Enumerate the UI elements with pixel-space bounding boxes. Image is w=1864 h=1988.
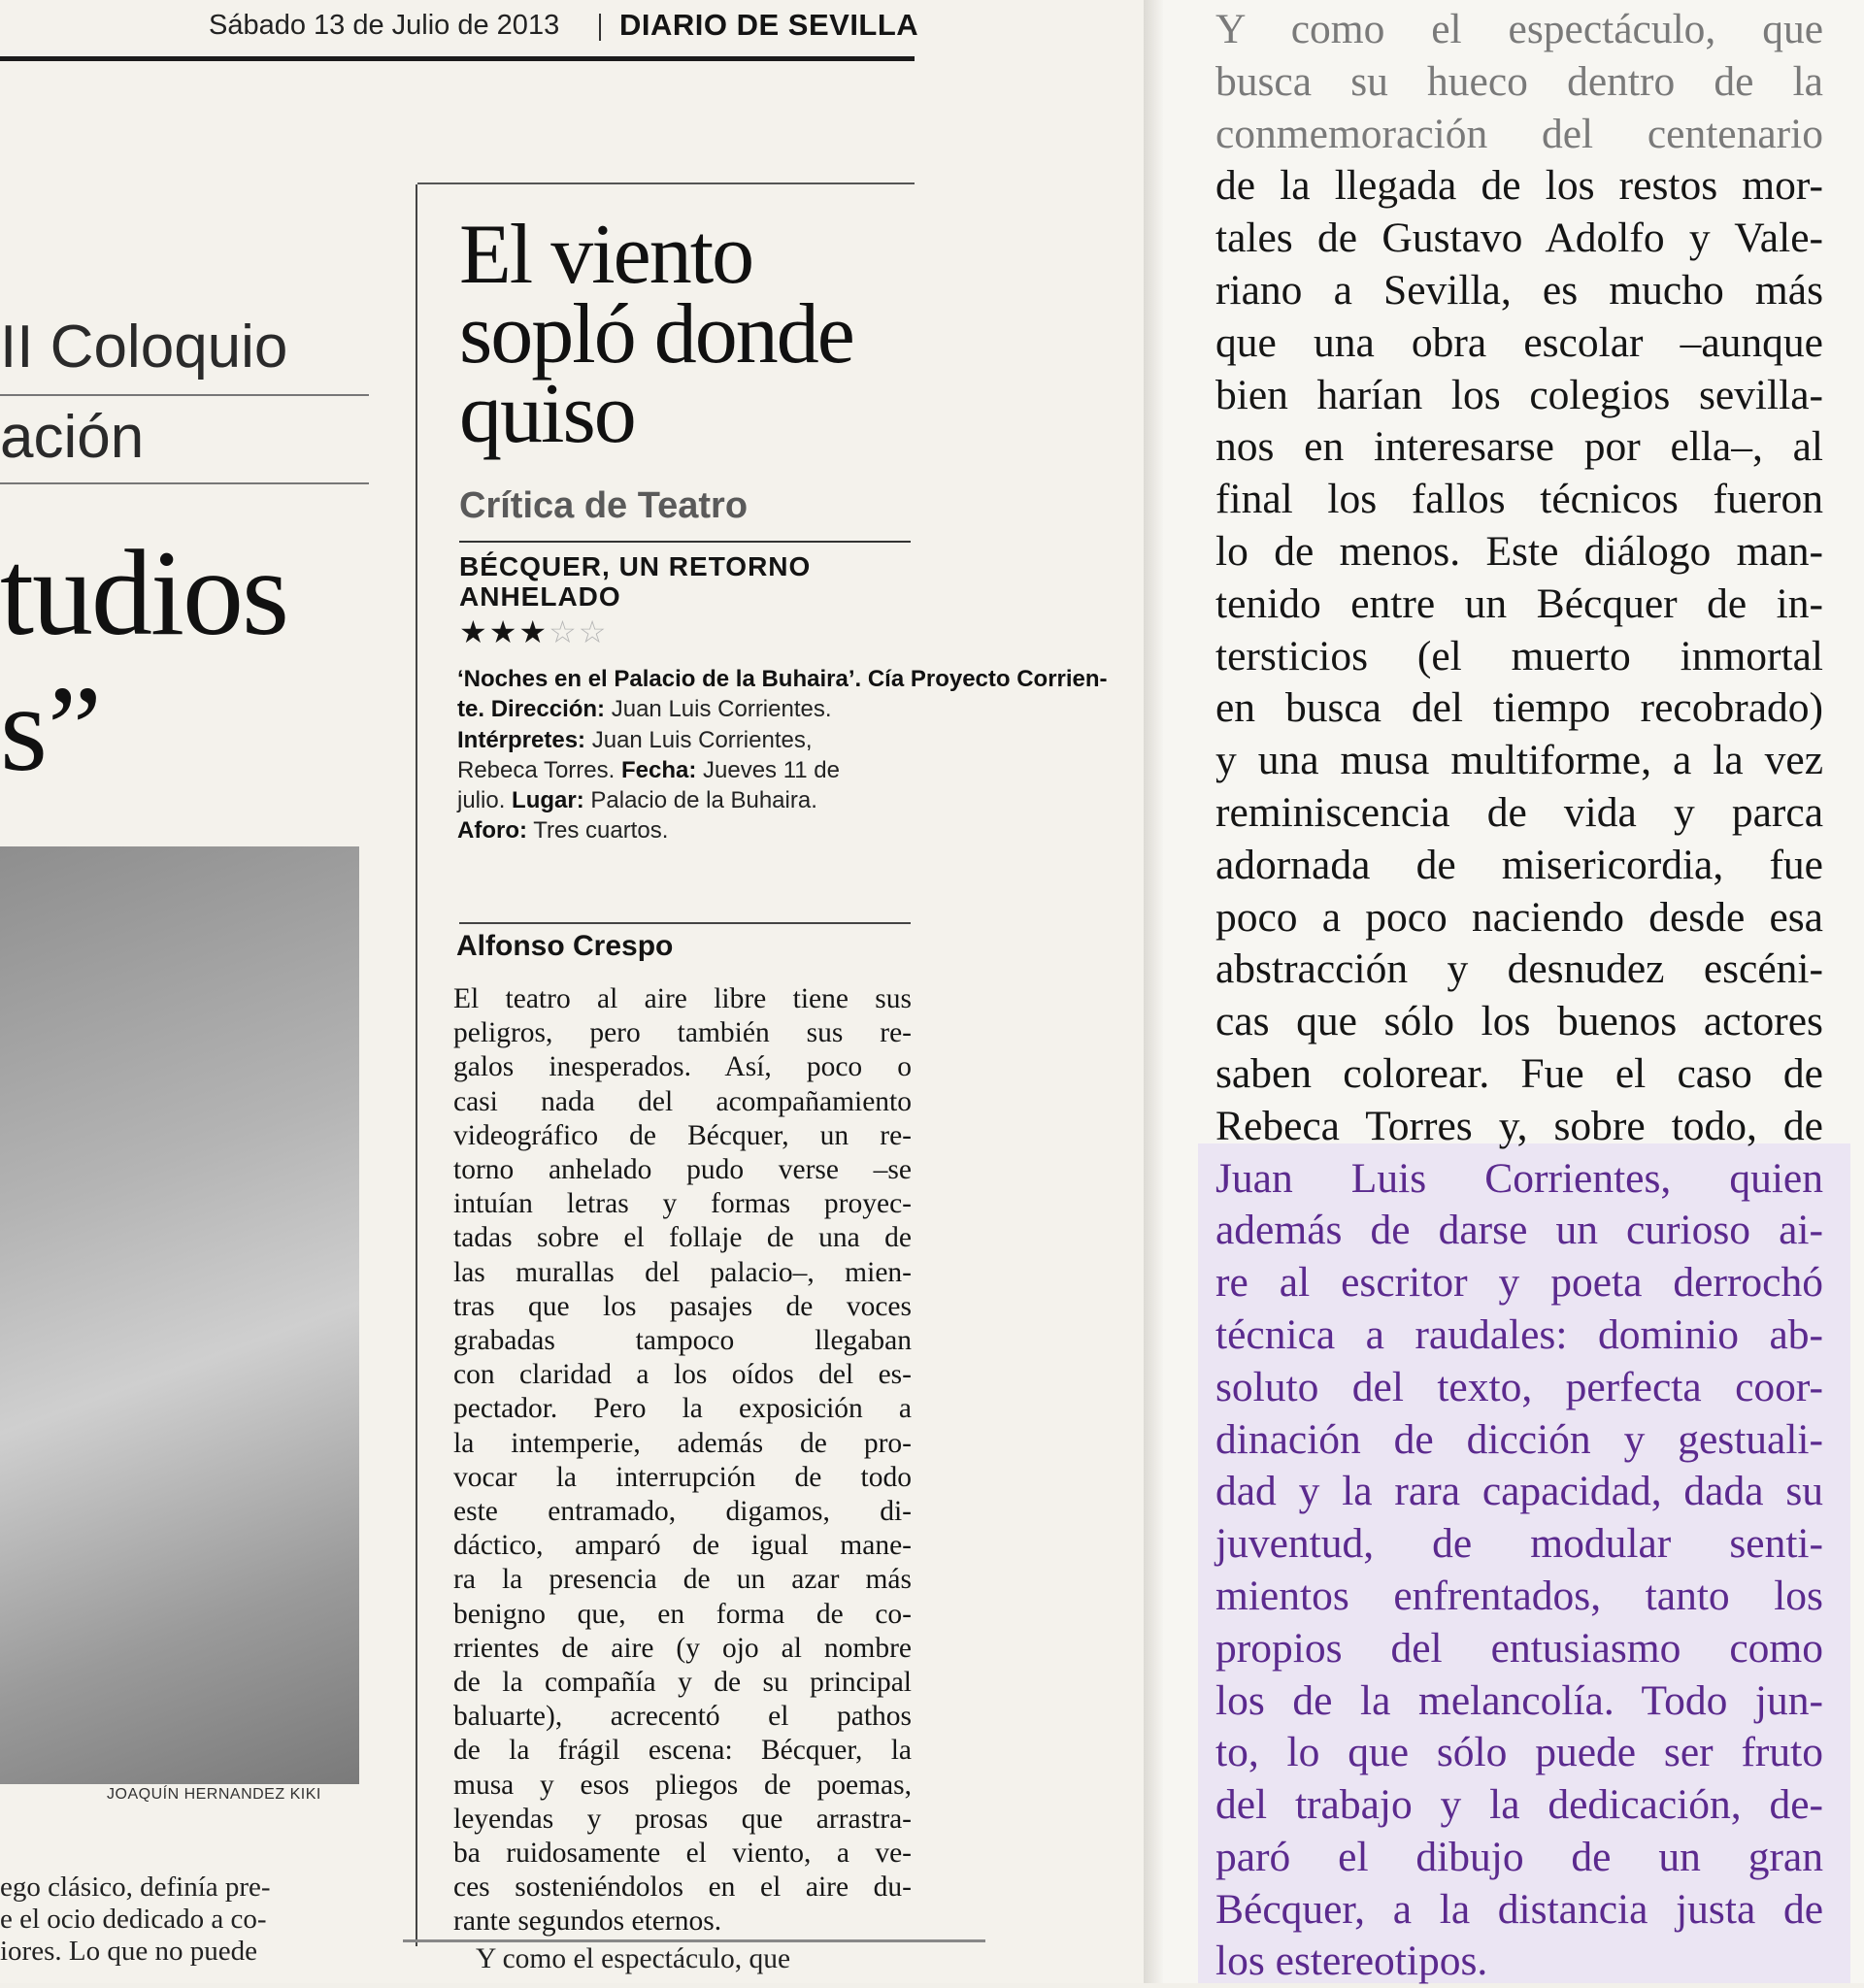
zoom-line-highlighted: propios del entusiasmo como — [1215, 1624, 1823, 1672]
column-rule — [416, 184, 417, 1946]
text-line: galos inesperados. Así, poco o — [453, 1051, 912, 1083]
zoom-line: en busca del tiempo recobrado) — [1215, 684, 1823, 732]
zoom-line-highlighted: dad y la rara capacidad, dada su — [1215, 1468, 1823, 1515]
headline-line: sopló donde — [459, 287, 853, 381]
text-line: videográfico de Bécquer, un re- — [453, 1119, 912, 1151]
headline-line: El viento — [459, 208, 753, 302]
left-text-line: ego clásico, definía pre- — [0, 1872, 271, 1903]
header-rule — [0, 56, 915, 61]
text-line: rrientes de aire (y ojo al nombre — [453, 1632, 912, 1664]
zoom-line-highlighted: to, lo que sólo puede ser fruto — [1215, 1729, 1823, 1776]
review-headline — [459, 208, 906, 461]
text-line: con claridad a los oídos del es- — [453, 1359, 912, 1391]
zoom-line: bien harían los colegios sevilla- — [1215, 371, 1823, 418]
text-line: ces sosteniéndolos en el aire du- — [453, 1872, 912, 1904]
left-text-line: e el ocio dedicado a co- — [0, 1904, 267, 1935]
zoom-line: busca su hueco dentro de la — [1215, 57, 1823, 105]
credit-place: Palacio de la Buhaira. — [590, 787, 817, 814]
zoom-line: final los fallos técnicos fueron — [1215, 476, 1823, 523]
left-kicker-line1: II Coloquio — [0, 314, 288, 381]
text-line: ra la presencia de un azar más — [453, 1564, 912, 1596]
zoom-line-highlighted: del trabajo y la dedicación, de- — [1215, 1781, 1823, 1829]
zoom-line-highlighted: Bécquer, a la distancia justa de — [1215, 1885, 1823, 1933]
zoom-line-highlighted: juventud, de modular senti- — [1215, 1520, 1823, 1568]
zoom-line: tersticios (el muerto inmortal — [1215, 632, 1823, 679]
zoom-line-highlighted: técnica a raudales: dominio ab- — [1215, 1310, 1823, 1358]
zoom-line-highlighted: dinación de dicción y gestuali- — [1215, 1415, 1823, 1463]
text-line: tras que los pasajes de voces — [453, 1290, 912, 1322]
credit-work-end: te. — [457, 696, 485, 723]
zoomed-text — [1215, 4, 1823, 1988]
zoom-line: saben colorear. Fue el caso de — [1215, 1049, 1823, 1097]
zoom-line: adornada de misericordia, fue — [1215, 841, 1823, 888]
credit-date: Jueves 11 de — [703, 756, 841, 783]
text-line: musa y esos pliegos de poemas, — [453, 1769, 912, 1801]
zoom-line-highlighted: paró el dibujo de un gran — [1215, 1833, 1823, 1880]
headline-line: quiso — [459, 367, 635, 461]
text-line: baluarte), acrecentó el pathos — [453, 1701, 912, 1733]
zoom-line-highlighted: además de darse un curioso ai- — [1215, 1207, 1823, 1254]
credit-place-label: Lugar: — [512, 787, 584, 814]
review-continuation: Y como el espectáculo, que — [476, 1943, 791, 1974]
zoom-line: lo de menos. Este diálogo man- — [1215, 527, 1823, 575]
zoom-line-highlighted: los de la melancolía. Todo jun- — [1215, 1676, 1823, 1724]
zoom-line: reminiscencia de vida y parca — [1215, 788, 1823, 836]
text-line: dáctico, amparó de igual mane- — [453, 1530, 912, 1562]
issue-date: Sábado 13 de Julio de 2013 — [209, 10, 560, 41]
credit-performers: Juan Luis Corrientes, — [591, 726, 813, 753]
zoom-line: abstracción y desnudez escéni- — [1215, 945, 1823, 993]
zoom-line: Y como el espectáculo, que — [1215, 6, 1823, 52]
text-line: este entramado, digamos, di- — [453, 1496, 912, 1528]
credit-performers-2: Rebeca Torres. — [457, 756, 616, 783]
zoom-line-highlighted: mientos enfrentados, tanto los — [1215, 1572, 1823, 1619]
text-line: las murallas del palacio–, mien- — [453, 1256, 912, 1288]
credit-date-2: julio. — [457, 787, 506, 814]
zoom-line: tales de Gustavo Adolfo y Vale- — [1215, 215, 1823, 262]
zoom-line-highlighted: re al escritor y poeta derrochó — [1215, 1259, 1823, 1307]
play-title-line: BÉCQUER, UN RETORNO — [459, 551, 812, 581]
zoom-line-highlighted: soluto del texto, perfecta coor- — [1215, 1363, 1823, 1410]
article-photo — [0, 846, 359, 1784]
zoom-line: poco a poco naciendo desde esa — [1215, 893, 1823, 941]
zoom-line: riano a Sevilla, es mucho más — [1215, 266, 1823, 314]
zoom-line: Rebeca Torres y, sobre todo, de — [1215, 1102, 1823, 1149]
text-line: leyendas y prosas que arrastra- — [453, 1803, 912, 1835]
zoom-line-highlighted: los estereotipos. — [1215, 1938, 1488, 1985]
zoom-line: y una musa multiforme, a la vez — [1215, 737, 1823, 784]
zoom-line: tenido entre un Bécquer de in- — [1215, 580, 1823, 627]
credit-direction: Juan Luis Corrientes. — [611, 696, 832, 723]
scan-gutter — [1144, 0, 1163, 1983]
text-line: rante segundos eternos. — [453, 1905, 722, 1938]
text-line: torno anhelado pudo verse –se — [453, 1154, 912, 1186]
zoom-line: cas que sólo los buenos actores — [1215, 998, 1823, 1045]
left-text-line: iores. Lo que no puede — [0, 1936, 257, 1967]
zoom-line: que una obra escolar –aunque — [1215, 318, 1823, 366]
review-body — [453, 982, 912, 1939]
left-kicker-rule-2 — [0, 482, 369, 484]
play-title-line: ANHELADO — [459, 581, 621, 612]
star-filled-icons: ★★★ — [459, 613, 549, 650]
zoom-line: nos en interesarse por ella–, al — [1215, 423, 1823, 471]
left-article-text — [0, 1872, 361, 1968]
text-line: peligros, pero también sus re- — [453, 1017, 912, 1049]
text-line: El teatro al aire libre tiene sus — [453, 983, 912, 1014]
section-label: Crítica de Teatro — [459, 485, 749, 526]
text-line: intuían letras y formas proyec- — [453, 1188, 912, 1220]
photo-credit: JOAQUÍN HERNANDEZ KIKI — [107, 1786, 321, 1803]
zoom-line: de la llegada de los restos mor- — [1215, 162, 1823, 210]
credit-performers-label: Intérpretes: — [457, 726, 586, 753]
credit-direction-label: Dirección: — [490, 696, 606, 723]
star-empty-icons: ☆☆ — [549, 613, 609, 650]
text-line: de la frágil escena: Bécquer, la — [453, 1735, 912, 1767]
production-credits — [457, 664, 1108, 846]
page-fold-rule — [403, 1939, 985, 1942]
header-separator — [599, 14, 601, 41]
review-top-rule — [417, 182, 915, 184]
text-line: casi nada del acompañamiento — [453, 1085, 912, 1117]
review-author: Alfonso Crespo — [456, 930, 674, 962]
zoom-line-highlighted: Juan Luis Corrientes, quien — [1215, 1154, 1823, 1202]
text-line: ba ruidosamente el viento, a ve- — [453, 1838, 912, 1870]
text-line: pectador. Pero la exposición a — [453, 1393, 912, 1425]
left-headline-line2: s” — [0, 662, 102, 797]
left-kicker-line2: ación — [0, 404, 145, 471]
credit-capacity-label: Aforo: — [457, 817, 527, 845]
text-line: benigno que, en forma de co- — [453, 1598, 912, 1630]
play-title — [459, 551, 886, 612]
credit-work: ‘Noches en el Palacio de la Buhaira’. Cía Proyecto Corrien- — [457, 666, 1108, 692]
newspaper-name: DIARIO DE SEVILLA — [619, 8, 919, 42]
credit-capacity: Tres cuartos. — [533, 817, 669, 845]
star-rating — [459, 613, 608, 650]
text-line: tadas sobre el follaje de una de — [453, 1222, 912, 1254]
left-headline-line1: tudios — [0, 526, 288, 661]
text-line: vocar la interrupción de todo — [453, 1461, 912, 1493]
text-line: grabadas tampoco llegaban — [453, 1325, 912, 1357]
left-kicker-rule — [0, 394, 369, 396]
text-line: de la compañía y de su principal — [453, 1667, 912, 1699]
credits-rule — [459, 922, 911, 924]
credit-date-label: Fecha: — [620, 756, 697, 783]
zoom-line: conmemoración del centenario — [1215, 110, 1823, 157]
section-rule — [459, 541, 911, 543]
text-line: la intemperie, además de pro- — [453, 1427, 912, 1459]
